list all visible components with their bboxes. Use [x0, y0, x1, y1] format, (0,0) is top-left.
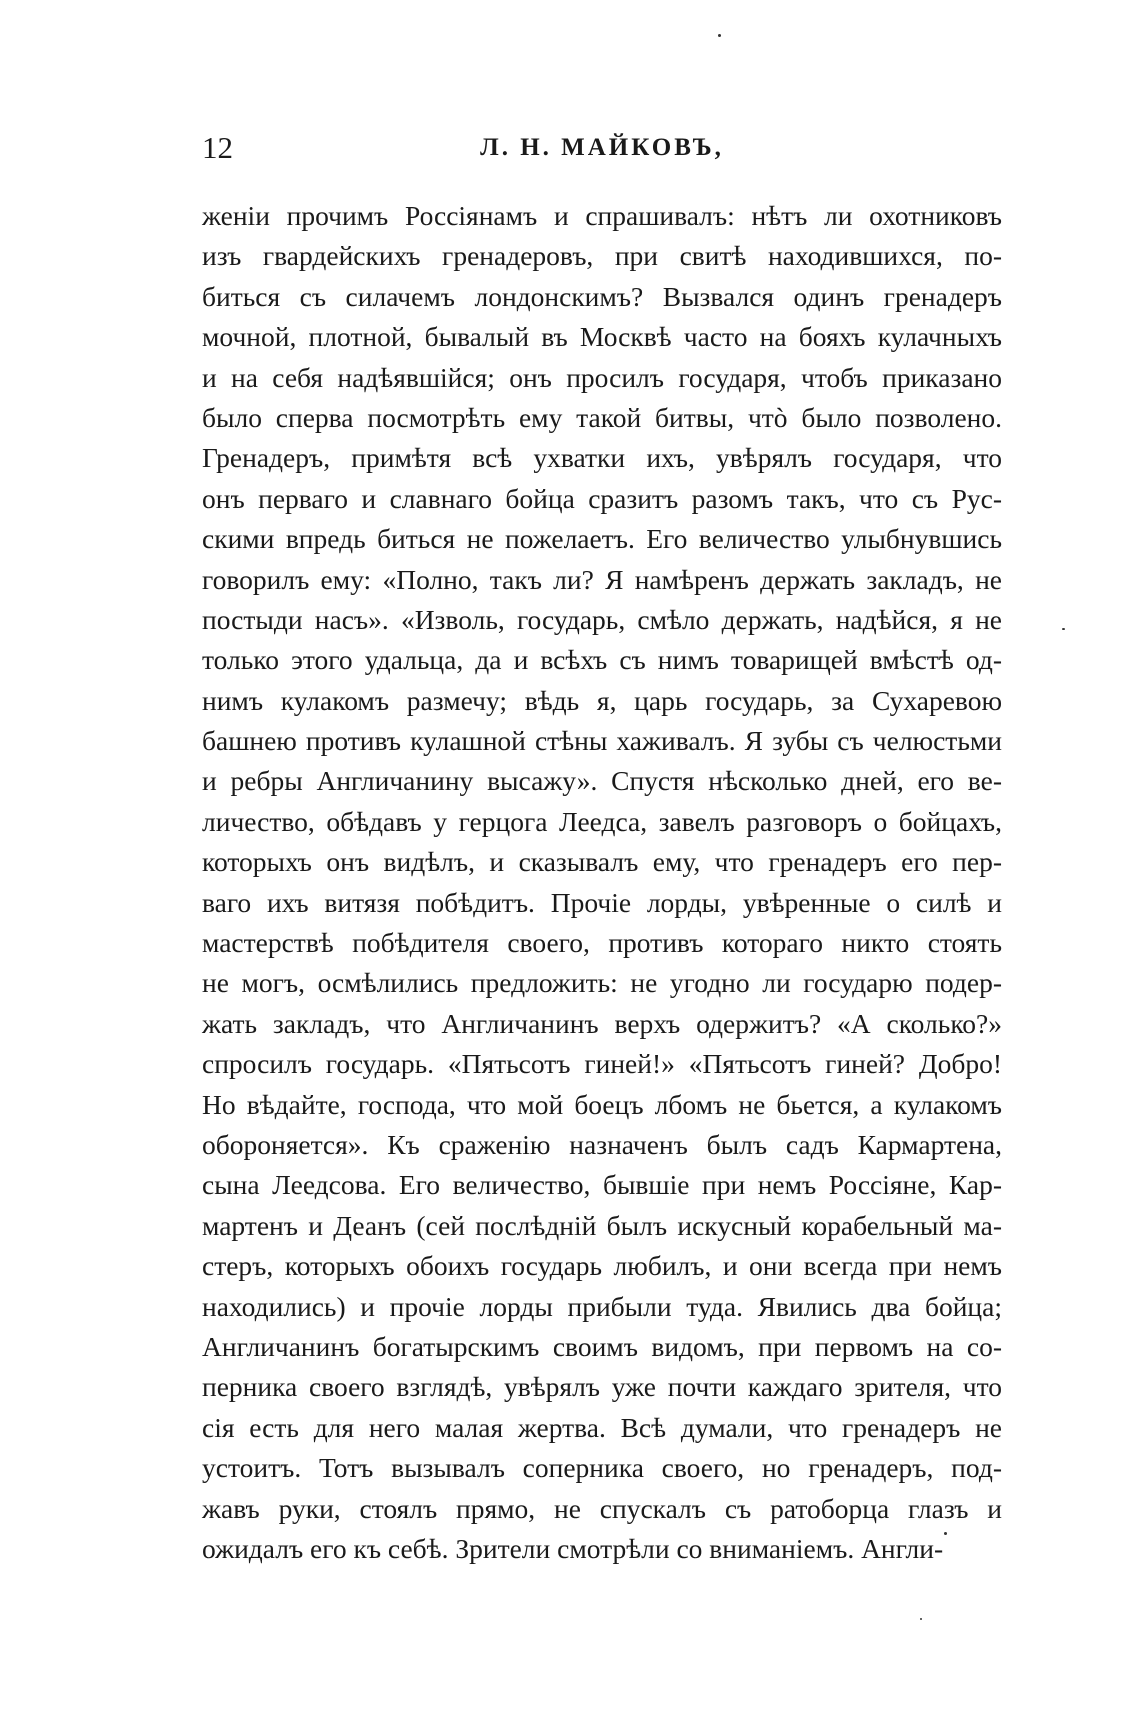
text-line: находились) и прочіе лорды прибыли туда. Явились два бойца;: [202, 1290, 1002, 1322]
running-head: Л. Н. МАЙКОВЪ,: [480, 134, 724, 161]
text-line: было сперва посмотрѣть ему такой битвы, чтò было позволено.: [202, 401, 1002, 433]
scan-speck: [920, 1618, 922, 1620]
text-line: изъ гвардейскихъ гренадеровъ, при свитѣ находившихся, по-: [202, 240, 1002, 272]
text-line: ваго ихъ витязя побѣдитъ. Прочіе лорды, увѣренные о силѣ и: [202, 886, 1002, 918]
body-text: [202, 196, 1002, 1569]
text-line: жать закладъ, что Англичанинъ верхъ одержитъ? «А сколько?»: [202, 1007, 1002, 1039]
text-line: говорилъ ему: «Полно, такъ ли? Я намѣренъ держать закладъ, не: [202, 563, 1002, 595]
text-line: не могъ, осмѣлились предложить: не угодно ли государю подер-: [202, 967, 1002, 999]
text-line: личество, обѣдавъ у герцога Леедса, завелъ разговоръ о бойцахъ,: [202, 805, 1002, 837]
text-line: и ребры Англичанину высажу». Спустя нѣсколько дней, его ве-: [202, 765, 1002, 797]
text-line: ожидалъ его къ себѣ. Зрители смотрѣли со вниманіемъ. Англи-: [202, 1532, 944, 1564]
page-number: 12: [202, 130, 233, 165]
text-line: женіи прочимъ Россіянамъ и спрашивалъ: нѣтъ ли охотниковъ: [202, 200, 1002, 231]
text-line: устоитъ. Тотъ вызывалъ соперника своего, но гренадеръ, под-: [202, 1452, 1002, 1484]
text-line: жавъ руки, стоялъ прямо, не спускалъ съ ратоборца глазъ и: [202, 1492, 1002, 1524]
text-line: обороняется». Къ сраженію назначенъ былъ садъ Кармартена,: [202, 1128, 1002, 1160]
text-line: башнею противъ кулашной стѣны хаживалъ. Я зубы съ челюстьми: [202, 725, 1002, 757]
text-line: Но вѣдайте, господа, что мой боецъ лбомъ не бьется, а кулакомъ: [202, 1088, 1002, 1120]
text-line: только этого удальца, да и всѣхъ съ нимъ товарищей вмѣстѣ од-: [202, 644, 1002, 676]
text-line: скими впредь биться не пожелаетъ. Его величество улыбнувшись: [202, 523, 1002, 555]
text-line: мочной, плотной, бывалый въ Москвѣ часто на бояхъ кулачныхъ: [202, 321, 1002, 353]
scan-speck: [718, 34, 721, 37]
text-line: которыхъ онъ видѣлъ, и сказывалъ ему, что гренадеръ его пер-: [202, 846, 1002, 878]
text-line: стеръ, которыхъ обоихъ государь любилъ, и они всегда при немъ: [202, 1250, 1002, 1282]
text-line: сія есть для него малая жертва. Всѣ думали, что гренадеръ не: [202, 1411, 1002, 1443]
text-line: мастерствѣ побѣдителя своего, противъ котораго никто стоять: [202, 927, 1002, 959]
page-header: [202, 128, 1002, 168]
text-line: Гренадеръ, примѣтя всѣ ухватки ихъ, увѣрялъ государя, что: [202, 442, 1002, 474]
text-line: сына Леедсова. Его величество, бывшіе при немъ Россіяне, Кар-: [202, 1169, 1002, 1201]
text-line: спросилъ государь. «Пятьсотъ гиней!» «Пятьсотъ гиней? Добро!: [202, 1048, 1002, 1080]
text-line: перника своего взглядѣ, увѣрялъ уже почти каждаго зрителя, что: [202, 1371, 1002, 1403]
text-line: биться съ силачемъ лондонскимъ? Вызвался одинъ гренадеръ: [202, 280, 1002, 312]
text-line: постыди насъ». «Изволь, государь, смѣло держать, надѣйся, я не: [202, 603, 1002, 635]
text-line: онъ перваго и славнаго бойца сразитъ разомъ такъ, что съ Рус-: [202, 482, 1002, 514]
scan-speck: [1062, 628, 1065, 630]
text-line: Англичанинъ богатырскимъ своимъ видомъ, при первомъ на со-: [202, 1330, 1002, 1362]
text-line: нимъ кулакомъ размечу; вѣдь я, царь государь, за Сухаревою: [202, 684, 1002, 716]
scan-speck: [944, 1532, 947, 1535]
text-line: и на себя надѣявшійся; онъ просилъ государя, чтобъ приказано: [202, 361, 1002, 393]
text-line: мартенъ и Деанъ (сей послѣдній былъ искусный корабельный ма-: [202, 1209, 1002, 1241]
